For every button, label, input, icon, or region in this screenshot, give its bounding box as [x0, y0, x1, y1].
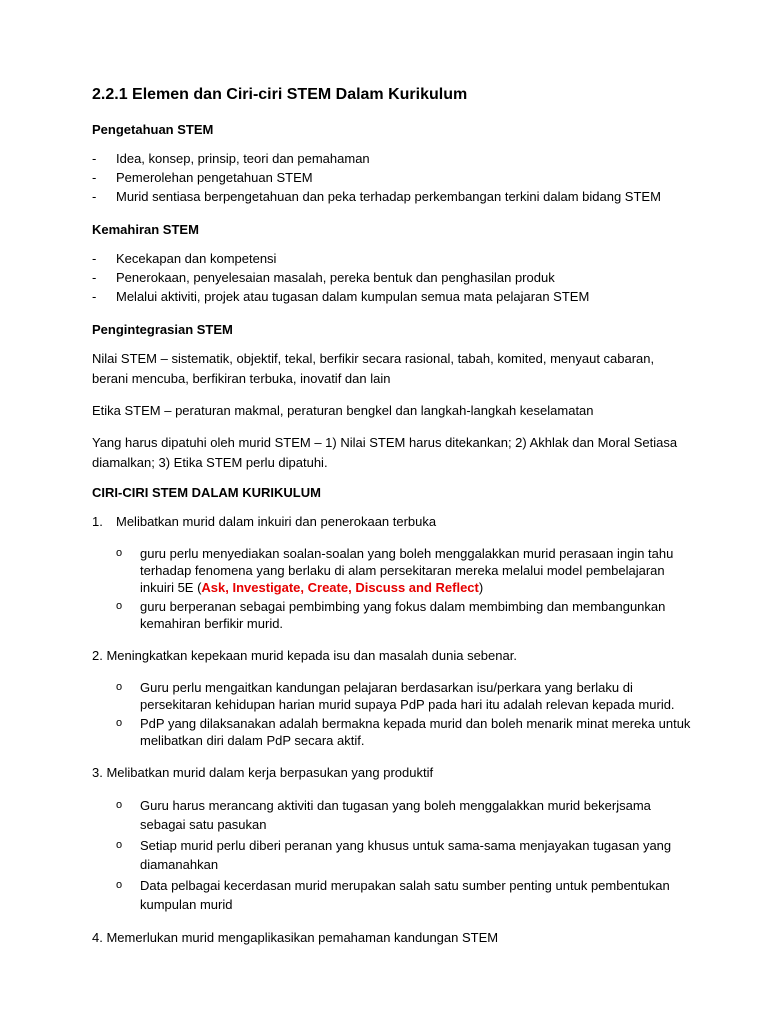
pengetahuan-list	[92, 149, 692, 206]
ciri-item-3: 3. Melibatkan murid dalam kerja berpasukan yang produktif	[92, 765, 434, 780]
kemahiran-list	[92, 249, 692, 306]
ciri-item-1: 1. Melibatkan murid dalam inkuiri dan penerokaan terbuka	[92, 514, 437, 529]
ciri-item-2-sublist	[92, 679, 692, 749]
list-item: o Data pelbagai kecerdasan murid merupakan salah satu sumber penting untuk pembentukan kumpulan murid	[116, 878, 670, 912]
ciri-item-3-sublist	[92, 796, 692, 914]
list-item: - Kecekapan dan kompetensi	[92, 251, 277, 266]
section-heading: 2.2.1 Elemen dan Ciri-ciri STEM Dalam Kurikulum	[92, 86, 468, 103]
list-item: - Idea, konsep, prinsip, teori dan pemahaman	[92, 151, 370, 166]
list-item: - Penerokaan, penyelesaian masalah, pereka bentuk dan penghasilan produk	[92, 270, 555, 285]
list-item: - Murid sentiasa berpengetahuan dan peka terhadap perkembangan terkini dalam bidang STEM	[92, 189, 661, 204]
ciri-item-2: 2. Meningkatkan kepekaan murid kepada isu dan masalah dunia sebenar.	[92, 648, 517, 663]
list-item: o Guru perlu mengaitkan kandungan pelajaran berdasarkan isu/perkara yang berlaku di persekitaran kehidupan harian murid supaya PdP pada hari itu adalah relevan kepada murid.	[116, 680, 675, 712]
list-item: o PdP yang dilaksanakan adalah bermakna kepada murid dan boleh menarik minat mereka untuk melibatkan diri dalam PdP secara aktif.	[116, 716, 691, 748]
nilai-paragraph: Nilai STEM – sistematik, objektif, tekal, berfikir secara rasional, tabah, komited, menyaut cabaran, berani mencuba, berfikiran terbuka, inovatif dan lain	[92, 351, 655, 386]
5e-highlight: Ask, Investigate, Create, Discuss and Reflect	[201, 580, 479, 595]
document-page	[92, 86, 692, 961]
list-item: o Guru harus merancang aktiviti dan tugasan yang boleh menggalakkan murid bekerjsama sebagai satu pasukan	[116, 798, 651, 832]
ciri-item-1-sublist	[92, 545, 692, 632]
pengetahuan-title: Pengetahuan STEM	[92, 122, 214, 137]
list-item: - Pemerolehan pengetahuan STEM	[92, 170, 313, 185]
pengintegrasian-title: Pengintegrasian STEM	[92, 322, 233, 337]
list-item: o Setiap murid perlu diberi peranan yang khusus untuk sama-sama menjayakan tugasan yang diamanahkan	[116, 838, 672, 872]
patuhi-paragraph: Yang harus dipatuhi oleh murid STEM – 1) Nilai STEM harus ditekankan; 2) Akhlak dan Moral Setiasa diamalkan; 3) Etika STEM perlu dipatuhi.	[92, 435, 678, 470]
ciri-item-4: 4. Memerlukan murid mengaplikasikan pemahaman kandungan STEM	[92, 930, 499, 945]
kemahiran-title: Kemahiran STEM	[92, 222, 199, 237]
etika-paragraph: Etika STEM – peraturan makmal, peraturan bengkel dan langkah-langkah keselamatan	[92, 403, 594, 418]
list-item: o guru perlu menyediakan soalan-soalan yang boleh menggalakkan murid perasaan ingin tahu terhadap fenomena yang berlaku di alam persekitaran mereka melalui model pembelajaran inkuiri 5E (Ask, Investigate, Create, Discuss and Reflect)	[116, 546, 674, 595]
list-item: - Melalui aktiviti, projek atau tugasan dalam kumpulan semua mata pelajaran STEM	[92, 289, 590, 304]
list-item: o guru berperanan sebagai pembimbing yang fokus dalam membimbing dan membangunkan kemahiran berfikir murid.	[116, 599, 666, 631]
ciri-title: CIRI-CIRI STEM DALAM KURIKULUM	[92, 485, 321, 500]
